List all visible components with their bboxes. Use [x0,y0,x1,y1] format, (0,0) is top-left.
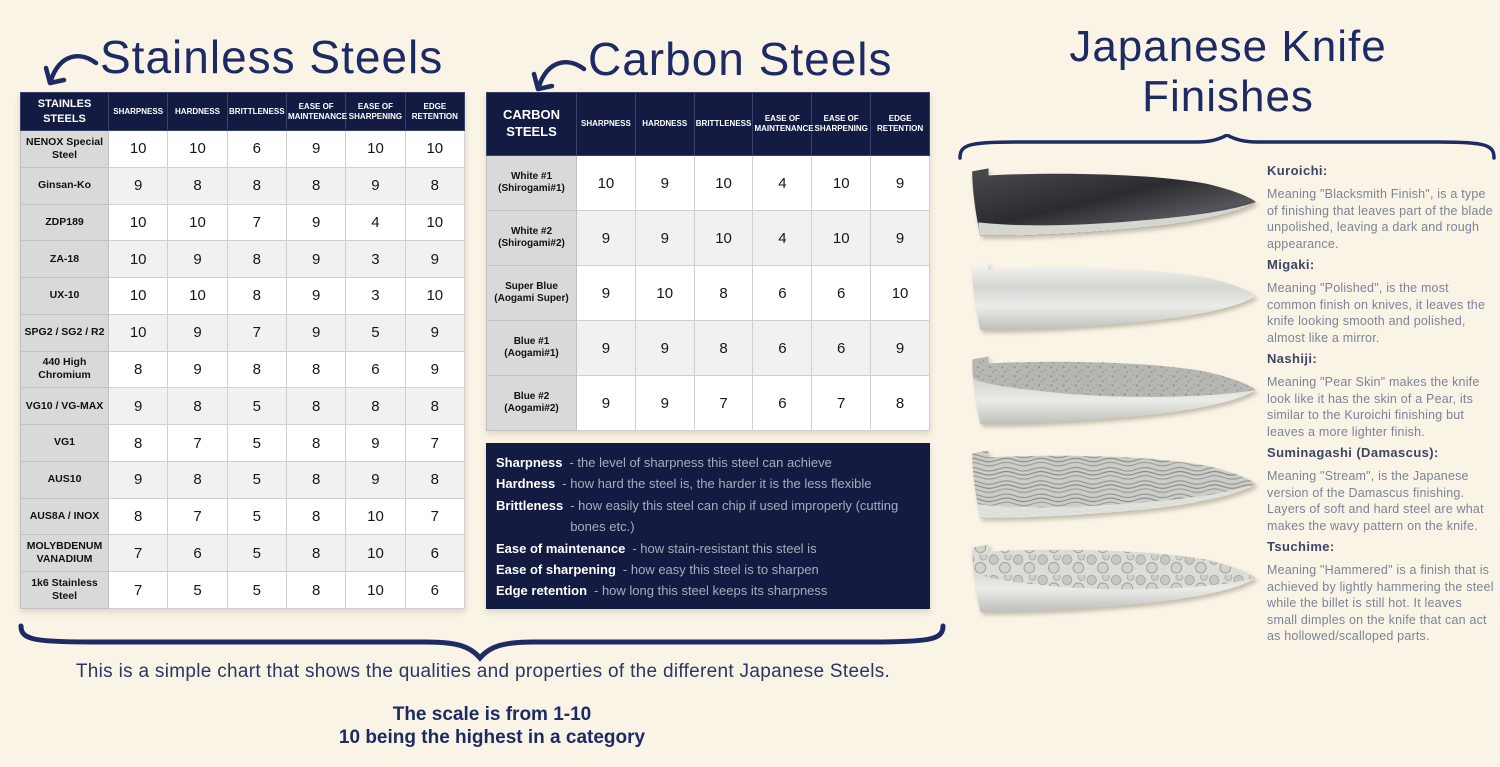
table-row [21,131,465,168]
value-cell: 5 [227,425,286,462]
finish-name: Kuroichi: [1267,163,1328,178]
value-cell: 9 [635,376,694,431]
carbon-steels-title: Carbon Steels [588,33,893,85]
value-cell: 9 [577,266,636,321]
value-cell: 9 [635,211,694,266]
value-cell: 7 [227,314,286,351]
finish-row [963,346,1498,440]
value-cell: 10 [109,314,168,351]
value-cell: 7 [168,425,227,462]
suminagashi-knife-image [963,440,1259,534]
carbon-steels-table [486,92,930,431]
value-cell: 10 [346,572,405,609]
table-row [487,266,930,321]
column-header: SHARPNESS [577,93,636,156]
value-cell: 6 [405,535,464,572]
legend-term: Ease of maintenance [496,540,626,556]
value-cell: 10 [168,204,227,241]
table-row [21,278,465,315]
legend-item [496,452,920,473]
column-header: EDGE RETENTION [871,93,930,156]
value-cell: 10 [405,131,464,168]
finishes-title-line1: Japanese Knife [1069,22,1387,71]
finish-row [963,158,1498,252]
value-cell: 5 [346,314,405,351]
value-cell: 7 [405,498,464,535]
value-cell: 8 [286,167,345,204]
steel-name-cell: Blue #1 (Aogami#1) [487,321,577,376]
value-cell: 8 [168,388,227,425]
value-cell: 9 [168,351,227,388]
value-cell: 6 [753,266,812,321]
value-cell: 9 [346,425,405,462]
value-cell: 9 [109,167,168,204]
value-cell: 3 [346,278,405,315]
value-cell: 9 [405,314,464,351]
finish-description: Meaning "Hammered" is a finish that is achieved by lightly hammering the steel while the billet is still hot. It leaves small dimples on the knife that can act as hollowed/scalloped parts. [1267,563,1494,643]
table-row [21,204,465,241]
column-header: BRITTLENESS [227,93,286,131]
value-cell: 8 [168,461,227,498]
table-row [21,167,465,204]
value-cell: 7 [405,425,464,462]
table-row [21,351,465,388]
legend-item [496,538,920,559]
steel-name-cell: VG1 [21,425,109,462]
steel-name-cell: Super Blue (Aogami Super) [487,266,577,321]
value-cell: 10 [871,266,930,321]
footer-caption: This is a simple chart that shows the qualities and properties of the different Japanese Steels. [75,661,891,682]
footer-scale-note: 10 being the highest in a category [338,727,646,748]
steel-name-cell: 440 High Chromium [21,351,109,388]
value-cell: 3 [346,241,405,278]
curly-brace-icon [18,623,946,663]
finish-name: Nashiji: [1267,351,1318,366]
value-cell: 9 [168,241,227,278]
legend-term: Ease of sharpening [496,562,616,578]
value-cell: 8 [694,266,753,321]
value-cell: 9 [635,156,694,211]
value-cell: 9 [577,376,636,431]
value-cell: 8 [286,351,345,388]
legend-item [496,473,920,494]
value-cell: 8 [871,376,930,431]
finish-name: Suminagashi (Damascus): [1267,445,1439,460]
value-cell: 8 [227,167,286,204]
finishes-title [958,22,1498,122]
column-header: EASE OF SHARPENING [346,93,405,131]
table-row [21,388,465,425]
legend-definition: - how hard the steel is, the harder it is the less flexible [562,476,872,492]
value-cell: 9 [286,314,345,351]
legend-box [486,443,930,609]
value-cell: 8 [109,425,168,462]
table-row [21,498,465,535]
column-header: HARDNESS [168,93,227,131]
table-row [487,211,930,266]
curly-brace-icon [957,134,1497,160]
column-header: EDGE RETENTION [405,93,464,131]
kuroichi-knife-image [963,158,1259,252]
value-cell: 9 [346,167,405,204]
value-cell: 9 [109,388,168,425]
value-cell: 7 [109,572,168,609]
value-cell: 8 [286,572,345,609]
steel-name-cell: White #2 (Shirogami#2) [487,211,577,266]
value-cell: 6 [753,376,812,431]
table-row [21,535,465,572]
value-cell: 9 [635,321,694,376]
value-cell: 9 [871,321,930,376]
value-cell: 9 [871,156,930,211]
steel-name-cell: Ginsan-Ko [21,167,109,204]
column-header: EASE OF SHARPENING [812,93,871,156]
legend-term: Sharpness [496,455,563,470]
value-cell: 5 [227,461,286,498]
nashiji-knife-image [963,346,1259,440]
value-cell: 9 [405,351,464,388]
migaki-knife-image [963,252,1259,346]
table-row [21,241,465,278]
table-row [21,461,465,498]
value-cell: 9 [577,321,636,376]
value-cell: 10 [694,211,753,266]
value-cell: 6 [405,572,464,609]
finish-description: Meaning "Pear Skin" makes the knife look like it has the skin of a Pear, its similar to the Kuroichi finishing but leaves a more lighter finish. [1267,375,1480,439]
steel-name-cell: White #1 (Shirogami#1) [487,156,577,211]
value-cell: 5 [227,572,286,609]
value-cell: 10 [109,278,168,315]
value-cell: 10 [346,535,405,572]
value-cell: 10 [168,278,227,315]
value-cell: 9 [577,211,636,266]
steel-name-cell: UX-10 [21,278,109,315]
table-row [21,314,465,351]
value-cell: 8 [286,498,345,535]
table-corner-header: STAINLES STEELS [21,93,109,131]
column-header: EASE OF MAINTENANCE [753,93,812,156]
value-cell: 8 [286,461,345,498]
legend-term: Brittleness [496,497,564,513]
value-cell: 8 [227,241,286,278]
value-cell: 8 [286,425,345,462]
table-header-row [21,93,465,131]
value-cell: 10 [635,266,694,321]
value-cell: 10 [577,156,636,211]
finish-description: Meaning "Blacksmith Finish", is a type of finishing that leaves part of the blade unpolished, leaving a dark and rough appearance. [1267,187,1493,251]
value-cell: 9 [286,204,345,241]
value-cell: 10 [346,131,405,168]
value-cell: 6 [346,351,405,388]
value-cell: 10 [405,278,464,315]
value-cell: 10 [109,241,168,278]
value-cell: 10 [812,211,871,266]
finish-row [963,252,1498,346]
table-row [21,425,465,462]
curved-arrow-icon [36,48,100,96]
column-header: BRITTLENESS [694,93,753,156]
value-cell: 8 [109,498,168,535]
legend-definition: - how easily this steel can chip if used improperly (cutting bones etc.) [570,497,899,535]
value-cell: 9 [405,241,464,278]
value-cell: 6 [812,266,871,321]
value-cell: 6 [812,321,871,376]
value-cell: 7 [168,498,227,535]
table-corner-header: CARBON STEELS [487,93,577,156]
value-cell: 8 [405,461,464,498]
value-cell: 7 [227,204,286,241]
finish-name: Migaki: [1267,257,1315,272]
table-row [487,156,930,211]
value-cell: 10 [694,156,753,211]
value-cell: 5 [227,388,286,425]
value-cell: 9 [286,131,345,168]
steel-name-cell: AUS8A / INOX [21,498,109,535]
finish-name: Tsuchime: [1267,539,1335,554]
value-cell: 4 [753,156,812,211]
value-cell: 8 [694,321,753,376]
value-cell: 7 [109,535,168,572]
legend-definition: - the level of sharpness this steel can achieve [569,455,832,470]
steel-name-cell: ZDP189 [21,204,109,241]
value-cell: 8 [168,167,227,204]
value-cell: 7 [694,376,753,431]
legend-term: Edge retention [496,583,588,599]
value-cell: 8 [405,167,464,204]
value-cell: 8 [286,535,345,572]
steel-name-cell: Blue #2 (Aogami#2) [487,376,577,431]
value-cell: 5 [227,498,286,535]
legend-definition: - how easy this steel is to sharpen [622,562,819,578]
table-row [487,321,930,376]
value-cell: 8 [286,388,345,425]
stainless-steels-title: Stainless Steels [100,31,444,83]
finish-description: Meaning "Polished", is the most common finish on knives, it leaves the knife looking smooth and polished, almost like a mirror. [1267,281,1486,345]
legend-definition: - how long this steel keeps its sharpness [594,583,828,599]
value-cell: 9 [286,241,345,278]
footer-scale-note: The scale is from 1-10 [392,704,592,725]
finish-row [963,534,1498,643]
legend-item [496,495,920,538]
steel-name-cell: AUS10 [21,461,109,498]
legend-definition: - how stain-resistant this steel is [632,540,817,556]
steel-name-cell: 1k6 Stainless Steel [21,572,109,609]
value-cell: 10 [346,498,405,535]
value-cell: 10 [109,131,168,168]
value-cell: 6 [227,131,286,168]
column-header: EASE OF MAINTENANCE [286,93,345,131]
value-cell: 7 [812,376,871,431]
table-row [21,572,465,609]
value-cell: 8 [109,351,168,388]
steel-name-cell: ZA-18 [21,241,109,278]
column-header: HARDNESS [635,93,694,156]
finish-description: Meaning "Stream", is the Japanese version of the Damascus finishing. Layers of soft and hard steel are what makes the wavy pattern on the knife. [1267,469,1484,533]
value-cell: 8 [227,278,286,315]
tsuchime-knife-image [963,534,1259,628]
value-cell: 5 [227,535,286,572]
value-cell: 6 [753,321,812,376]
value-cell: 4 [753,211,812,266]
steel-name-cell: NENOX Special Steel [21,131,109,168]
column-header: SHARPNESS [109,93,168,131]
value-cell: 8 [346,388,405,425]
legend-term: Hardness [496,476,556,492]
steel-name-cell: SPG2 / SG2 / R2 [21,314,109,351]
value-cell: 10 [812,156,871,211]
value-cell: 8 [227,351,286,388]
value-cell: 9 [286,278,345,315]
finishes-title-line2: Finishes [1142,72,1314,121]
legend-item [496,559,920,580]
value-cell: 10 [405,204,464,241]
finish-row [963,440,1498,534]
value-cell: 10 [109,204,168,241]
legend-item [496,580,920,601]
steel-name-cell: VG10 / VG-MAX [21,388,109,425]
value-cell: 8 [405,388,464,425]
steel-name-cell: MOLYBDENUM VANADIUM [21,535,109,572]
table-header-row [487,93,930,156]
stainless-steels-table [20,92,465,609]
value-cell: 9 [168,314,227,351]
value-cell: 5 [168,572,227,609]
value-cell: 4 [346,204,405,241]
value-cell: 10 [168,131,227,168]
table-row [487,376,930,431]
value-cell: 6 [168,535,227,572]
value-cell: 9 [871,211,930,266]
value-cell: 9 [346,461,405,498]
value-cell: 9 [109,461,168,498]
